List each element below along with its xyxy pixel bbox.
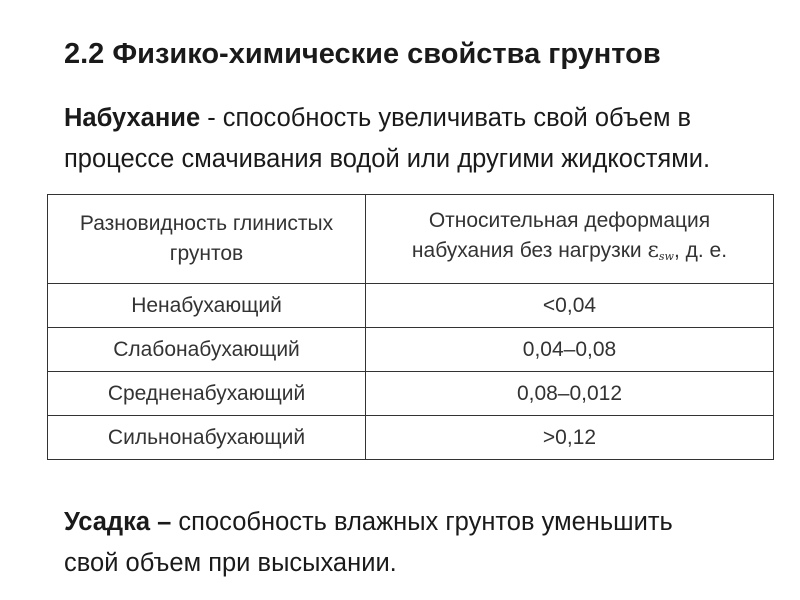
row-soil-type: Ненабухающий	[48, 284, 366, 328]
table-row	[48, 284, 774, 328]
header-deformation-unit: , д. е.	[673, 239, 728, 262]
table-row	[48, 416, 774, 460]
row-deformation-value: <0,04	[366, 284, 774, 328]
shrinkage-definition	[64, 502, 673, 584]
swelling-classification-table	[47, 194, 774, 460]
row-deformation-value: 0,08–0,012	[366, 372, 774, 416]
header-soil-type	[48, 195, 366, 284]
shrinkage-term: Усадка –	[64, 508, 172, 536]
table-row	[48, 328, 774, 372]
epsilon-symbol: $\varepsilon_{sw}$	[647, 238, 674, 263]
table-row	[48, 372, 774, 416]
header-soil-type-line2: грунтов	[169, 242, 244, 265]
row-soil-type: Средненабухающий	[48, 372, 366, 416]
header-relative-deformation	[366, 195, 774, 284]
shrinkage-definition-text-line2: свой объем при высыхании.	[64, 549, 397, 577]
header-soil-type-line1: Разновидность глинистых	[79, 212, 334, 235]
swelling-term: Набухание	[64, 104, 201, 132]
row-soil-type: Слабонабухающий	[48, 328, 366, 372]
shrinkage-definition-text: способность влажных грунтов уменьшить	[171, 508, 673, 536]
row-deformation-value: >0,12	[366, 416, 774, 460]
row-deformation-value: 0,04–0,08	[366, 328, 774, 372]
epsilon-subscript: sw	[658, 250, 674, 263]
row-soil-type: Сильнонабухающий	[48, 416, 366, 460]
swelling-definition	[64, 98, 710, 180]
header-deformation-line1: Относительная деформация	[428, 209, 711, 232]
header-deformation-line2: набухания без нагрузки	[411, 239, 648, 262]
swelling-definition-text: - способность увеличивать свой объем в	[200, 104, 692, 132]
slide-title: 2.2 Физико-химические свойства грунтов	[64, 38, 661, 70]
swelling-definition-text-line2: процессе смачивания водой или другими жидкостями.	[64, 145, 711, 173]
table-header-row	[48, 195, 774, 284]
